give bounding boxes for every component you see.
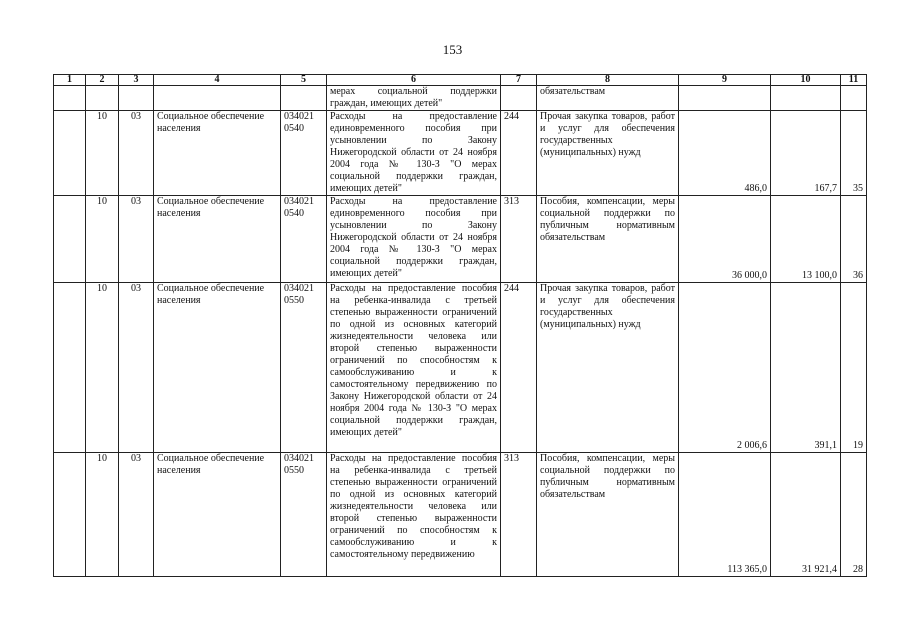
header-row (54, 75, 867, 86)
section-code: 10 (86, 453, 119, 577)
header-cell: 9 (679, 75, 771, 86)
subsection-code: 03 (119, 453, 154, 577)
percent-cell: 35 (841, 111, 867, 196)
subsection-code: 03 (119, 283, 154, 453)
amount-plan: 486,0 (679, 111, 771, 196)
header-cell: 4 (154, 75, 281, 86)
amount-plan: 36 000,0 (679, 196, 771, 283)
header-cell: 1 (54, 75, 86, 86)
expense-code: 244 (501, 111, 537, 196)
target-code: 034021 0540 (281, 196, 327, 283)
expense-type-cell: Пособия, компенсации, меры социальной поддержки по публичным нормативным обязательствам (537, 196, 679, 283)
header-cell: 5 (281, 75, 327, 86)
subsection-name: Социальное обеспечение населения (154, 196, 281, 283)
description-cell: Расходы на предоставление пособия на ребенка-инвалида с третьей степенью выраженности ограничений по одной из основных категорий жизнедеятельности человека или второй степенью выраженности ограничений по способностям к самообслуживанию и к самостоятельному передвижению по Закону Нижегородской области от 24 ноября 2004 года № 130-З "О мерах социальной поддержки граждан, имеющих детей" (327, 283, 501, 453)
subsection-code: 03 (119, 196, 154, 283)
header-cell: 6 (327, 75, 501, 86)
amount-actual: 31 921,4 (771, 453, 841, 577)
subsection-code: 03 (119, 111, 154, 196)
header-cell: 8 (537, 75, 679, 86)
expense-type-cell: обязательствам (537, 86, 679, 111)
expense-type-cell: Прочая закупка товаров, работ и услуг для обеспечения государственных (муниципальных) нужд (537, 283, 679, 453)
section-code: 10 (86, 283, 119, 453)
percent-cell: 36 (841, 196, 867, 283)
section-code: 10 (86, 111, 119, 196)
expense-type-cell: Пособия, компенсации, меры социальной поддержки по публичным нормативным обязательствам (537, 453, 679, 577)
header-cell: 3 (119, 75, 154, 86)
amount-plan: 2 006,6 (679, 283, 771, 453)
percent-cell: 28 (841, 453, 867, 577)
header-cell: 7 (501, 75, 537, 86)
description-cell: Расходы на предоставление единовременного пособия при усыновлении по Закону Нижегородской области от 24 ноября 2004 года № 130-З "О мерах социальной поддержки граждан, имеющих детей" (327, 111, 501, 196)
description-cell: Расходы на предоставление пособия на ребенка-инвалида с третьей степенью выраженности ограничений по одной из основных категорий жизнедеятельности человека или второй степенью выраженности ограничений по способностям к самообслуживанию и к самостоятельному передвижению (327, 453, 501, 577)
description-cell: мерах социальной поддержки граждан, имеющих детей" (327, 86, 501, 111)
expense-code: 244 (501, 283, 537, 453)
description-cell: Расходы на предоставление единовременного пособия при усыновлении по Закону Нижегородской области от 24 ноября 2004 года № 130-З "О мерах социальной поддержки граждан, имеющих детей" (327, 196, 501, 283)
header-cell: 10 (771, 75, 841, 86)
budget-table (53, 74, 867, 577)
header-cell: 11 (841, 75, 867, 86)
table-row (54, 111, 867, 196)
table-row (54, 283, 867, 453)
page-number: 153 (442, 42, 463, 57)
subsection-name: Социальное обеспечение населения (154, 111, 281, 196)
target-code: 034021 0550 (281, 453, 327, 577)
table-row (54, 453, 867, 577)
amount-actual: 167,7 (771, 111, 841, 196)
amount-plan: 113 365,0 (679, 453, 771, 577)
percent-cell: 19 (841, 283, 867, 453)
subsection-name: Социальное обеспечение населения (154, 283, 281, 453)
target-code: 034021 0550 (281, 283, 327, 453)
header-cell: 2 (86, 75, 119, 86)
table-row-continuation (54, 86, 867, 111)
amount-actual: 391,1 (771, 283, 841, 453)
section-code: 10 (86, 196, 119, 283)
expense-code: 313 (501, 196, 537, 283)
amount-actual: 13 100,0 (771, 196, 841, 283)
expense-code: 313 (501, 453, 537, 577)
subsection-name: Социальное обеспечение населения (154, 453, 281, 577)
table-row (54, 196, 867, 283)
expense-type-cell: Прочая закупка товаров, работ и услуг для обеспечения государственных (муниципальных) нужд (537, 111, 679, 196)
target-code: 034021 0540 (281, 111, 327, 196)
